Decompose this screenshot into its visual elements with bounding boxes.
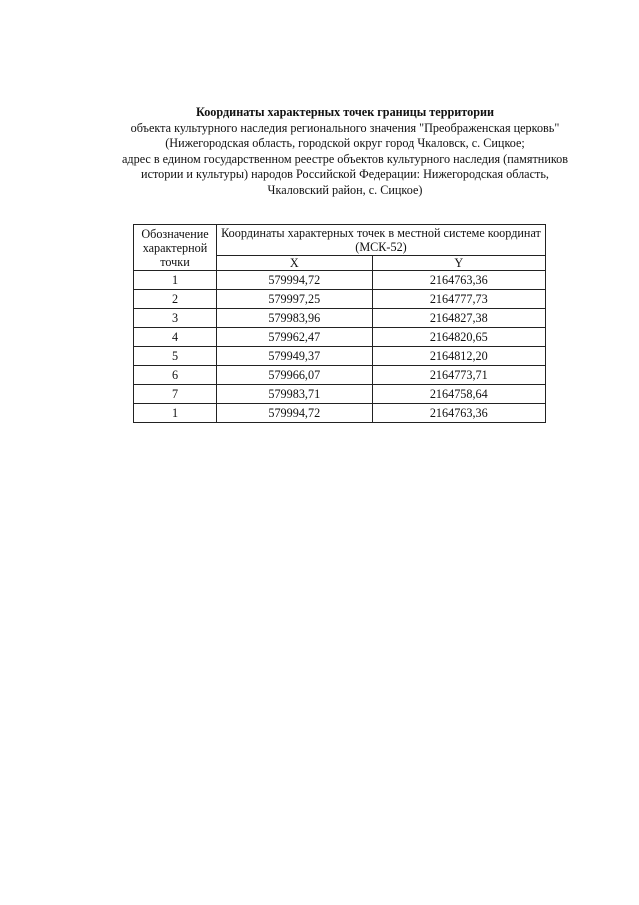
y-cell: 2164773,71 (372, 366, 545, 385)
x-cell: 579983,71 (217, 385, 373, 404)
y-cell: 2164763,36 (372, 404, 545, 423)
x-cell: 579962,47 (217, 328, 373, 347)
x-column-header: X (217, 256, 373, 271)
header-line-2: (Нижегородская область, городской округ город Чкаловск, с. Сицкое; (165, 136, 525, 150)
header-line-5: Чкаловский район, с. Сицкое) (267, 182, 423, 197)
y-column-header: Y (372, 256, 545, 271)
table-row (134, 404, 546, 423)
y-cell: 2164758,64 (372, 385, 545, 404)
table-row (134, 366, 546, 385)
x-cell: 579966,07 (217, 366, 373, 385)
point-cell: 2 (134, 290, 217, 309)
header-line-1: объекта культурного наследия регионального значения "Преображенская церковь" (130, 120, 560, 135)
document-header (80, 105, 610, 198)
y-cell: 2164777,73 (372, 290, 545, 309)
table-row (134, 328, 546, 347)
y-cell: 2164827,38 (372, 309, 545, 328)
point-cell: 1 (134, 404, 217, 423)
point-cell: 3 (134, 309, 217, 328)
x-cell: 579997,25 (217, 290, 373, 309)
point-cell: 1 (134, 271, 217, 290)
table-row (134, 290, 546, 309)
y-cell: 2164763,36 (372, 271, 545, 290)
point-cell: 7 (134, 385, 217, 404)
point-cell: 4 (134, 328, 217, 347)
x-cell: 579983,96 (217, 309, 373, 328)
point-column-header: Обозначение характерной точки (134, 225, 217, 271)
header-line-4: истории и культуры) народов Российской Федерации: Нижегородская область, (141, 167, 549, 181)
table-row (134, 271, 546, 290)
point-cell: 6 (134, 366, 217, 385)
coordinates-table (133, 224, 546, 423)
table-row (134, 309, 546, 328)
y-cell: 2164812,20 (372, 347, 545, 366)
table-row (134, 385, 546, 404)
table-header-row (134, 225, 546, 256)
x-cell: 579994,72 (217, 271, 373, 290)
point-cell: 5 (134, 347, 217, 366)
table-row (134, 347, 546, 366)
header-line-3: адрес в едином государственном реестре объектов культурного наследия (памятников (122, 151, 568, 166)
y-cell: 2164820,65 (372, 328, 545, 347)
coordinates-group-header: Координаты характерных точек в местной системе координат (МСК-52) (217, 225, 546, 256)
document-title: Координаты характерных точек границы территории (195, 105, 495, 119)
x-cell: 579994,72 (217, 404, 373, 423)
x-cell: 579949,37 (217, 347, 373, 366)
